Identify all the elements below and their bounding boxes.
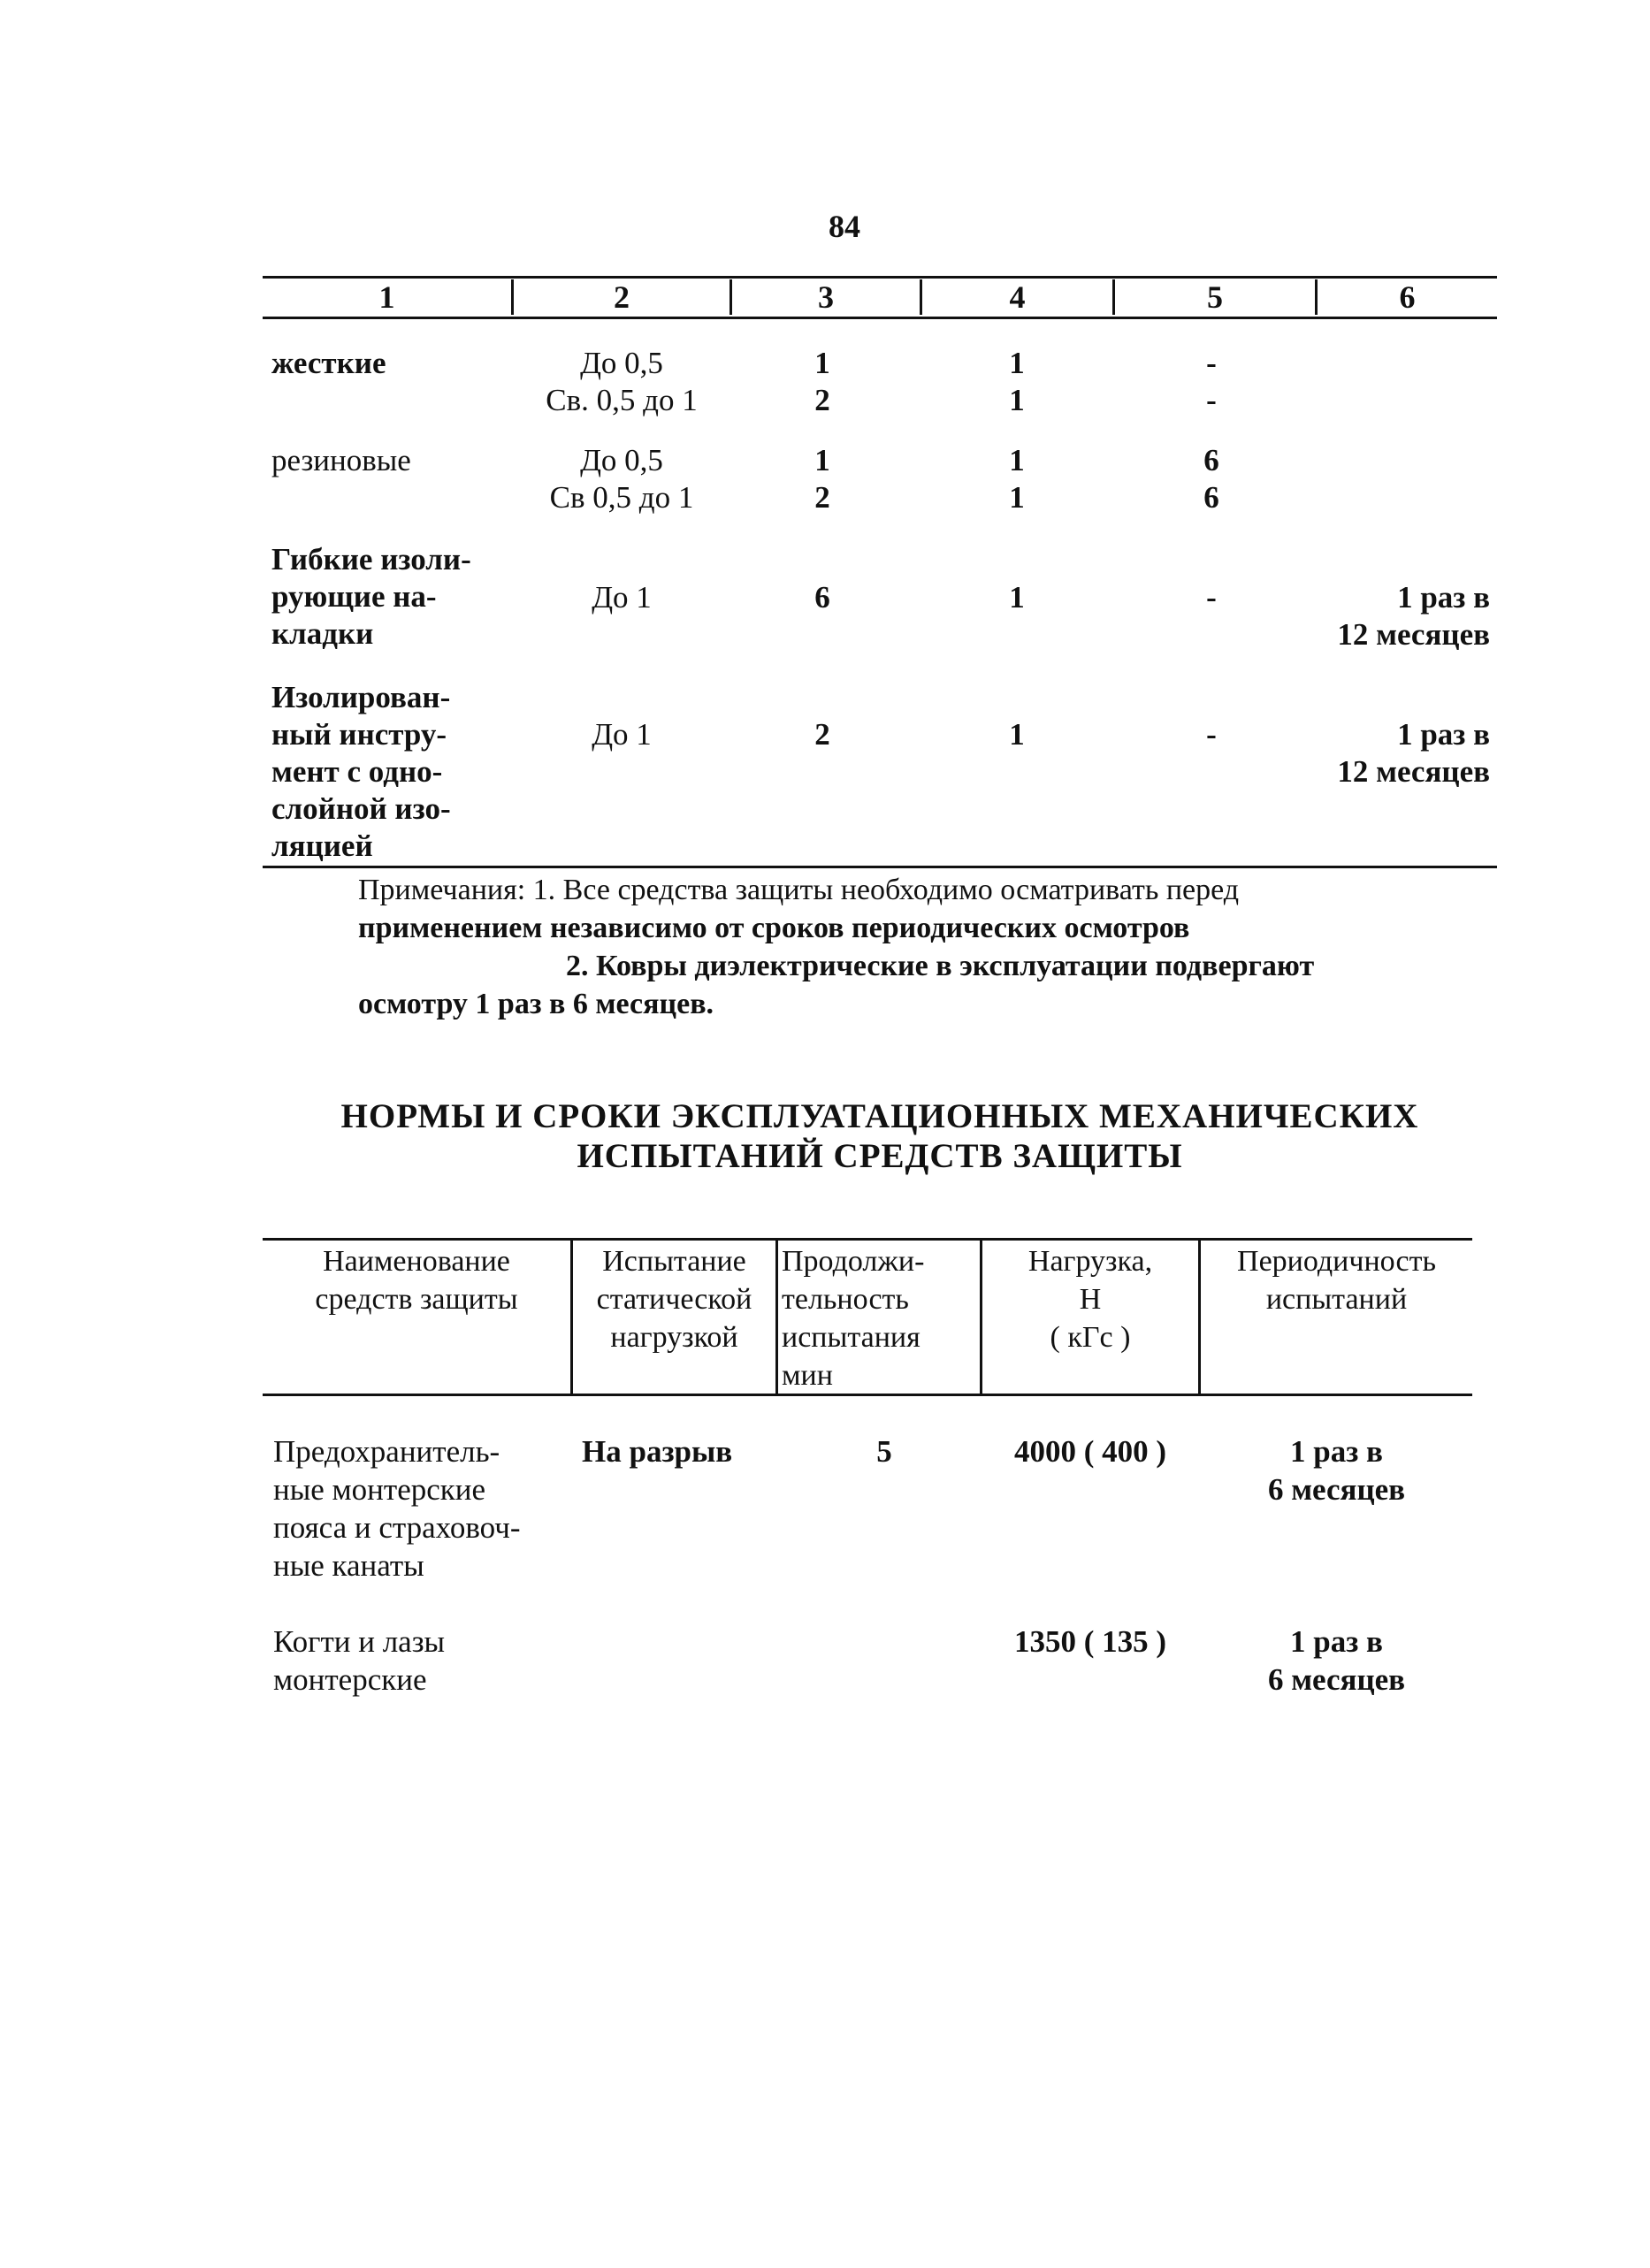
table1-row-name: жесткие	[271, 346, 386, 380]
table1-row-name: Изолирован- ный инстру- мент с одно- слойной изо- ляцией	[271, 680, 451, 863]
table1-header-rule	[263, 317, 1497, 319]
table1-row-c5: -	[1206, 717, 1217, 752]
table2-header-cell: Нагрузка, Н ( кГс )	[1027, 1245, 1153, 1354]
table2-row-duration: 5	[876, 1434, 892, 1469]
table1-row-c5: -	[1206, 580, 1217, 615]
table1-row-c3: 1 2	[814, 346, 830, 417]
table1-row-c4: 1 1	[1009, 346, 1025, 417]
table2-row-test: На разрыв	[582, 1434, 733, 1469]
table1-header-cell: 1	[378, 279, 395, 315]
section-title-line: ИСПЫТАНИЙ СРЕДСТВ ЗАЩИТЫ	[577, 1137, 1183, 1175]
page-number: 84	[829, 209, 860, 244]
table1-row-c4: 1 1	[1009, 443, 1025, 515]
table1-row-c3: 6	[814, 580, 830, 615]
table1-row-c5: 6 6	[1203, 443, 1219, 515]
table1-header-cell: 3	[818, 279, 834, 315]
table1-row-name: резиновые	[271, 443, 411, 477]
note-line: 2. Ковры диэлектрические в эксплуатации подвергают	[566, 950, 1315, 982]
table2-row-period: 1 раз в 6 месяцев	[1267, 1434, 1406, 1507]
table2-header-cell: Наименование средств защиты	[315, 1245, 518, 1316]
table1-row-voltage: До 1	[592, 580, 652, 615]
table1-row-c4: 1	[1009, 580, 1025, 615]
note-line: Примечания: 1. Все средства защиты необходимо осматривать перед	[358, 874, 1240, 906]
table1-row-voltage: До 0,5 Св. 0,5 до 1	[546, 346, 698, 417]
table1-row-c3: 1 2	[814, 443, 830, 515]
table2-row-load: 4000 ( 400 )	[1013, 1434, 1167, 1469]
table1-header-cell: 4	[1009, 279, 1026, 315]
table1-row-c3: 2	[814, 717, 830, 752]
table2-header-rule	[263, 1394, 1472, 1396]
table2-header-cell: Испытание статической нагрузкой	[596, 1245, 752, 1354]
table2-row-name: Когти и лазы монтерские	[273, 1624, 446, 1697]
table2-header-cell: Периодичность испытаний	[1237, 1245, 1436, 1316]
table1-header-cell: 2	[614, 279, 630, 315]
note-line: осмотру 1 раз в 6 месяцев.	[358, 988, 714, 1020]
table1-row-c5: - -	[1206, 346, 1217, 417]
table1-row-voltage: До 1	[592, 717, 652, 752]
table1-header-cell: 6	[1399, 279, 1416, 315]
table1-row-voltage: До 0,5 Св 0,5 до 1	[549, 443, 694, 515]
section-title-line: НОРМЫ И СРОКИ ЭКСПЛУАТАЦИОННЫХ МЕХАНИЧЕСКИХ	[340, 1097, 1419, 1135]
table2-col-divider	[775, 1240, 778, 1394]
table2-row-load: 1350 ( 135 )	[1013, 1624, 1167, 1659]
table1-bottom-rule	[263, 866, 1497, 868]
table1-row-c4: 1	[1009, 717, 1025, 752]
table2-top-rule	[263, 1238, 1472, 1241]
table2-header-cell: Продолжи- тельность испытания мин	[782, 1245, 925, 1392]
table2-row-period: 1 раз в 6 месяцев	[1267, 1624, 1406, 1697]
table2-row-name: Предохранитель- ные монтерские пояса и страховоч- ные канаты	[273, 1434, 521, 1583]
table1-row-name: Гибкие изоли- рующие на- кладки	[271, 542, 471, 651]
table1-header-cell: 5	[1207, 279, 1223, 315]
table1-row-c6: 1 раз в 12 месяцев	[1337, 580, 1490, 652]
table1-row-c6: 1 раз в 12 месяцев	[1337, 717, 1490, 789]
note-line: применением независимо от сроков периодических осмотров	[358, 912, 1190, 944]
